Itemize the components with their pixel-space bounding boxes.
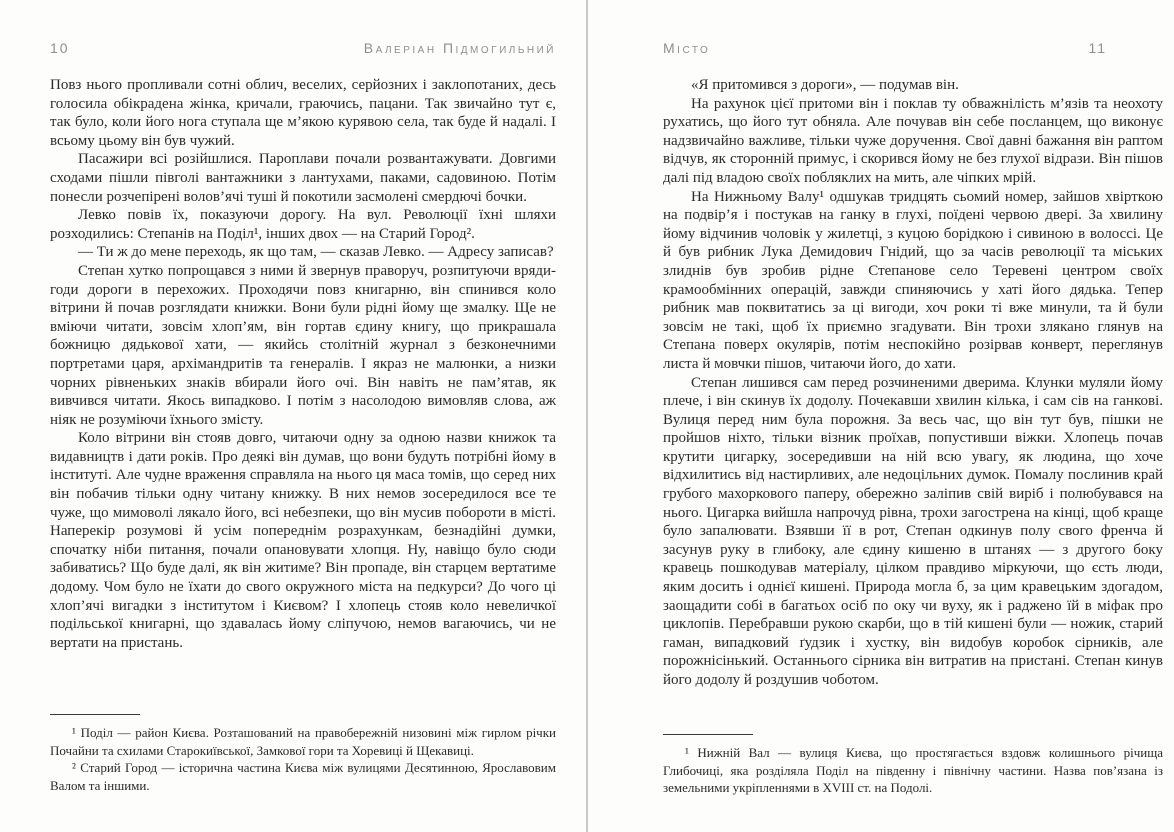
page-header-right xyxy=(663,40,1163,56)
footnotes-right xyxy=(663,734,1163,797)
running-header-author: Валеріан Підмогильний xyxy=(363,40,556,56)
footnote-rule xyxy=(50,714,140,715)
footnote-rule xyxy=(663,734,753,735)
paragraph: — Ти ж до мене переходь, як що там, — сказав Левко. — Адресу записав? xyxy=(78,244,554,261)
paragraph: Левко повів їх, показуючи дорогу. На вул. Революції їхні шляхи розходились: Степанів на Поділ¹, інших двох — на Старий Город². xyxy=(50,207,556,242)
footnote-list-left xyxy=(50,724,556,794)
page-header-left xyxy=(50,40,556,56)
footnote-list-right xyxy=(663,744,1163,797)
running-header-title: Місто xyxy=(663,40,711,56)
paragraph: «Я притомився з дороги», — подумав він. xyxy=(691,77,959,93)
paragraph: Степан хутко попрощався з ними й звернув праворуч, розпитуючи вряди-годи дороги в перехожих. Проходячи повз книгарню, він спинився коло вітрини й почав розглядати книжки. Вони були рідні йому ще змалку. Ще не вміючи читати, зовсім хлоп’ям, він гортав єдину книгу, що прикрашала божницю дядькової хати, — якийсь столітній журнал з безконечними портретами царя, архімандритів та генералів. І якраз не малюнки, а низки чорних рівненьких знаків вбирали його очі. Він навіть не пам’ятав, як вивчився читати. Якось випадково. І потім з насолодою вимовляв слова, аж ніяк не розуміючи їхнього змісту. xyxy=(50,262,556,428)
footnote: ¹ Поділ — район Києва. Розташований на правобережній низовині між гирлом річки Почайни та схилами Старокиївської, Замкової гори та Хоревиці й Щекавиці. xyxy=(50,725,556,758)
body-text-left xyxy=(50,76,556,652)
paragraph: На Нижньому Валу¹ одшукав тридцять сьомий номер, зайшов хвірткою на подвір’я і постукав на ганку в глухі, поїдені червою двері. За хвилину йому відчинив чоловік у жилетці, з куцою борідкою і сивиною в волоссі. Це й був рибник Лука Демидович Гнідий, що за часів революції та міських злиднів був зробив рідне Степанове село Теревені центром своїх крамообмінних операцій, завжди спиняючись у хаті його дядька. Тепер рибник мав поквитатись за ці вигоди, хоч роки ті вже минули, та й були зовсім не такі, щоб їх приємно згадувати. Він трохи злякано глянув на Степана поверх окулярів, потім неспокійно розірвав конверт, переглянув листа й мовчки пішов, читаючи його, до хати. xyxy=(663,188,1163,372)
footnote: ² Старий Город — історична частина Києва між вулицями Десятинною, Ярославовим Валом та іншими. xyxy=(50,760,556,793)
page-number-right: 11 xyxy=(1088,40,1107,56)
body-text-right xyxy=(663,76,1163,690)
paragraph: Повз нього пропливали сотні облич, веселих, серйозних і заклопотаних, десь голосила обікрадена жінка, кричали, граючись, пацани. Так звичайно тут є, так було, коли його нога ступала ще м’якою курявою села, так буде й надалі. І всьому цьому він був чужий. xyxy=(50,77,556,149)
page-number-left: 10 xyxy=(50,40,70,56)
paragraph: Степан лишився сам перед розчиненими дверима. Клунки муляли йому плече, і він скинув їх додолу. Почекавши хвилин кілька, і сам сів на ганкові. Вулиця перед ним була порожня. За весь час, що він тут був, пішки не пройшов ніхто, тільки візник проїхав, попустивши віжки. Хлопець почав крутити цигарку, зосередивши на ній всю увагу, як людина, що хоче відхилитись від настирливих, але недоцільних думок. Помалу послинив край грубого махоркового паперу, обережно заліпив свій виріб і полюбувався на нього. Цигарка вийшла напрочуд рівна, трохи загострена на кінці, щоб краще було запалювати. Взявши її в рот, Степан одкинув полу свого френча й засунув руку в глибоку, але єдину кишеню в штанях — з другого боку кравець пошкодував матеріалу, цілком правдиво міркуючи, що єсть люди, яким досить і однієї кишені. Природа могла б, за цим кравецьким здогадом, заощадити собі в багатьох осіб по оку чи вуху, як і раджено їй в міфак про циклопів. Перебравши рукою скарби, що в тій кишені були — ножик, старий гаман, випадковий ґудзик і хустку, він видобув коробок сірників, але порожнісінький. Останнього сірника він витратив на пристані. Степан кинув його додолу й роздушив чоботом. xyxy=(663,374,1163,688)
paragraph: На рахунок цієї притоми він і поклав ту обважнілість м’язів та неохоту рухатись, що його тут обняла. Але почував він себе посланцем, що виконує надзвичайно важливе, тільки чуже доручення. Свої давні бажання він раптом відчув, як сторонній примус, і скорився йому не без глухої відрази. Він пішов далі під владою своїх побляклих на мить, але чіпких мрій. xyxy=(663,95,1163,186)
paragraph: Пасажири всі розійшлися. Пароплави почали розвантажувати. Довгими сходами пішли півголі вантажники з лантухами, паками, садовиною. Потім понесли розчепірені волов’ячі туші й покотили засмолені смердючі бочки. xyxy=(50,151,556,205)
paragraph: Коло вітрини він стояв довго, читаючи одну за одною назви книжок та видавництв і дати років. Про деякі він думав, що вони будуть потрібні йому в інституті. Але чудне враження справляла на нього ця маса томів, що серед них він побачив тільки одну читану книжку. В них немов зосередилося все те чуже, що мимоволі лякало його, всі небезпеки, що він мусив побороти в місті. Наперекір розумові й усім попереднім розрахункам, безнадійні думки, спочатку ніби питання, почали опановувати хлопця. Ну, навіщо було сюди забиватись? Що буде далі, як він житиме? Він пропаде, він старцем вертатиме додому. Чом було не їхати до свого окружного міста на педкурси? До чого ці хлоп’ячі вигадки з інститутом і Києвом? І хлопець стояв коло невеличкої подільської книгарні, що здавалась йому сліпучою, немов вагаючись, чи не вертати на пристань. xyxy=(50,430,556,651)
page-right xyxy=(663,0,1163,832)
footnotes-left xyxy=(50,714,556,794)
footnote: ¹ Нижній Вал — вулиця Києва, що простягається вздовж колишнього річища Глибочиці, яка розділяла Поділ на південну і північну частини. Назва пов’язана із земельними укріпленнями в XVIII ст. на Подолі. xyxy=(663,745,1163,795)
page-divider xyxy=(586,0,588,832)
page-left xyxy=(50,0,556,832)
